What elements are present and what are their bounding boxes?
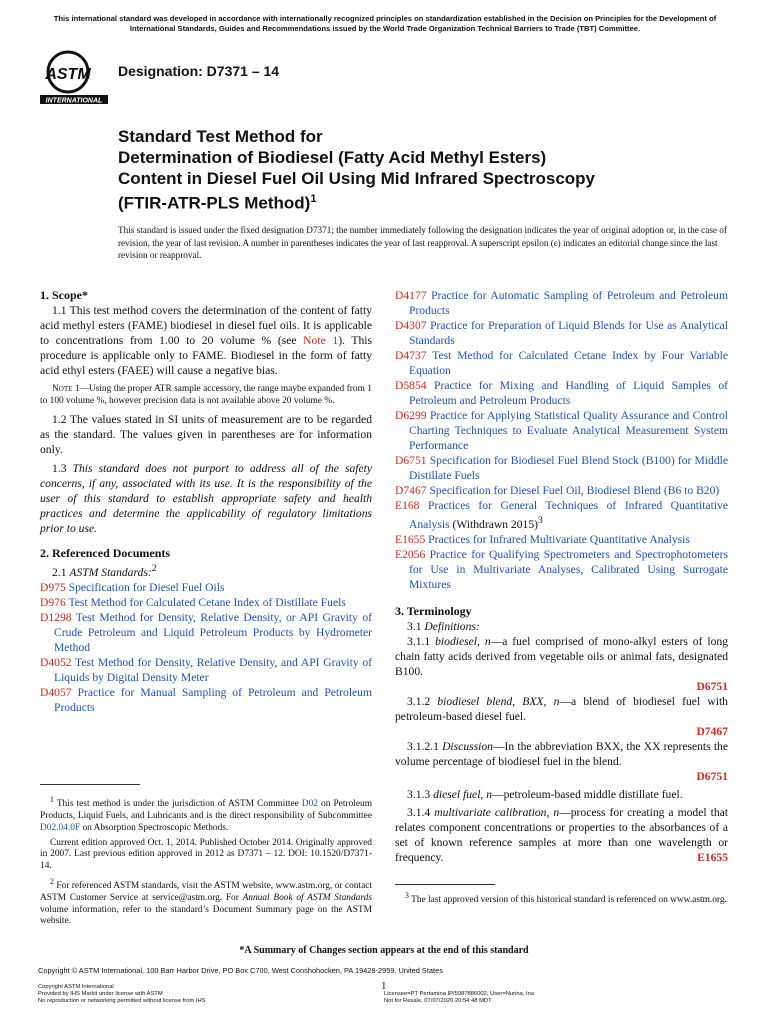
astm-standards-label: 2.1 ASTM Standards:$^2$ [52,563,157,579]
astm-logo-icon [38,48,112,108]
tbt-banner: This international standard was developed in accordance with internationally recognized principles on standardization established in the Decision on Principles for the Development of International Standards, Guides and Recommendations issued by the World Trade Organization Technical Barriers to Trade (TBT) Committee. [53,14,717,33]
reference-title-link[interactable]: Test Method for Calculated Cetane Index of Distillate Fuels [65,595,346,609]
title-footnote-ref[interactable]: 1 [310,193,317,205]
reference-title-link[interactable]: Practices for General Techniques of Infrared Quantitative Analysis [409,499,728,531]
reference-code-link[interactable]: D5854 [395,379,427,392]
term-multivariate-calibration: 3.1.4 multivariate calibration, n—process for creating a model that relates component concentrations or properties to the absorbances of a set of known reference samples at more than one wavelength or frequency. E1655 [395,805,728,864]
reference-item [395,532,728,547]
reference-item [395,408,728,453]
license-left: Copyright ASTM International Provided by IHS Markit under license with ASTM No reproduction or networking permitted without license from IHS [38,984,206,1004]
reference-code-link[interactable]: E2056 [395,547,426,561]
title-line-4: (FTIR-ATR-PLS Method)$^1$ [118,193,317,213]
reference-code-link[interactable]: D4307 [395,319,427,332]
term-biodiesel-blend: 3.1.2 biodiesel blend, BXX, n—a blend of biodiesel fuel with petroleum-based diesel fuel. D7467 [395,694,728,738]
title-line-3: Content in Diesel Fuel Oil Using Mid Infrared Spectroscopy [118,169,596,188]
term-discussion: 3.1.2.1 Discussion—In the abbreviation BXX, the XX represents the volume percentage of biodiesel fuel in the blend. D6751 [395,739,728,783]
reference-item [40,610,372,655]
reference-code-link[interactable]: E1655 [395,532,426,546]
reference-item [395,547,728,592]
title-line-2: Determination of Biodiesel (Fatty Acid Methyl Esters) [118,148,547,167]
logo-mark: ASTM [45,66,91,83]
footnote-rule-right [395,884,495,885]
scope-1-3: 1.3 This standard does not purport to address all of the safety concerns, if any, associated with its use. It is the responsibility of the user of this standard to establish appropriate safety and health practices and determine the applicability of regulatory limitations prior to use. [40,462,373,535]
reference-code-link[interactable]: D976 [40,595,66,609]
reference-code-link[interactable]: D6751 [395,454,427,467]
document-title [118,126,718,214]
reference-title-link[interactable]: Practice for Qualifying Spectrometers and Spectrophotometers for Use in Multivariate Analyses, Calibrated Using Surrogate Mixtures [409,547,728,591]
footnotes-left [40,794,372,931]
footnote-1: $^1$ This test method is under the jurisdiction of ASTM Committee D02 on Petroleum Products, Liquid Fuels, and Lubricants and is the direct responsibility of Subcommittee D02.04.0F on Absorption Spectroscopic Methods. [40,795,373,833]
reference-list-left [40,580,372,715]
reference-list-right [395,288,728,592]
reference-title-link[interactable]: Test Method for Calculated Cetane Index by Four Variable Equation [409,349,728,377]
reference-item [395,288,728,318]
reference-item [395,378,728,408]
term-biodiesel-blend-ref[interactable]: D7467 [696,724,728,738]
reference-item [40,685,372,715]
reference-item [40,580,372,595]
designation: Designation: D7371 – 14 [118,63,280,79]
reference-item [395,498,728,532]
footnote-2: $^2$ For referenced ASTM standards, visit the ASTM website, www.astm.org, or contact ASTM Customer Service at service@astm.org. For Annual Book of ASTM Standards volume information, refer to the standard’s Document Summary page on the ASTM website. [40,876,372,927]
term-biodiesel-ref[interactable]: D6751 [696,679,728,693]
reference-title-link[interactable]: Practices for Infrared Multivariate Quantitative Analysis [425,532,690,546]
refdocs-heading: 2. Referenced Documents [40,546,171,560]
reference-code-link[interactable]: D4052 [40,655,72,669]
reference-code-link[interactable]: D6299 [395,409,427,422]
page-number: 1 [381,980,387,992]
reference-item [395,348,728,378]
reference-title-link[interactable]: Practice for Manual Sampling of Petroleum and Petroleum Products [54,685,372,714]
scope-1-1: 1.1 This test method covers the determination of the content of fatty acid methyl esters (FAME) biodiesel in diesel fuel oils. It is applicable to concentrations from 1.00 to 20 volume % (see Note 1). This procedure is applicable only to FAME. Biodiesel in the form of fatty acid ethyl esters (FAEE) will cause a negative bias. [40,304,373,377]
reference-item [40,655,372,685]
reference-item [395,318,728,348]
title-line-1: Standard Test Method for [118,127,323,146]
reference-code-link[interactable]: D7467 [395,484,427,497]
reference-code-link[interactable]: D4057 [40,685,72,699]
reference-title-link[interactable]: Specification for Diesel Fuel Oil, Biodiesel Blend (B6 to B20) [426,484,720,497]
term-biodiesel: 3.1.1 biodiesel, n—a fuel comprised of mono-alkyl esters of long chain fatty acids derived from vegetable oils or animal fats, designated B100. D6751 [395,634,729,693]
copyright: Copyright © ASTM International, 100 Barr Harbor Drive, PO Box C700, West Conshohocken, PA 19428-2959. United States [38,966,443,975]
license-right: Licensee=PT Pertamina IP/5987886002, User=Nurina, Ina Not for Resale, 07/07/2020 20:54:48 MDT [384,991,535,1004]
issuance-statement: This standard is issued under the fixed designation D7371; the number immediately following the designation indicates the year of original adoption or, in the case of revision, the year of last revision. A number in parentheses indicates the year of last reapproval. A superscript epsilon (ε) indicates an editorial change since the last revision or reapproval. [118,225,727,260]
footnote-3: $^3$ The last approved version of this historical standard is referenced on www.astm.org. [405,891,727,906]
term-multivariate-calibration-ref[interactable]: E1655 [697,850,728,864]
reference-code-link[interactable]: D1298 [40,610,72,624]
reference-withdrawn-note: (Withdrawn 2015) [449,517,538,531]
reference-code-link[interactable]: D975 [40,580,66,594]
terminology-heading: 3. Terminology [395,603,472,618]
reference-title-link[interactable]: Practice for Automatic Sampling of Petroleum and Petroleum Products [409,289,728,317]
note-1-link[interactable]: Note 1 [303,334,339,347]
withdrawn-footnote-ref[interactable]: 3 [537,515,543,526]
note-1: Note 1—Using the proper ATR sample accessory, the range maybe expanded from 1 to 100 volume %, however precision data is not available above 20 volume %. [40,384,372,406]
right-column [395,288,728,865]
reference-item [395,453,728,483]
committee-link[interactable]: D02 [301,799,318,810]
reference-title-link[interactable]: Specification for Biodiesel Fuel Blend Stock (B100) for Middle Distillate Fuels [409,454,728,482]
logo-sub: INTERNATIONAL [45,97,103,105]
term-diesel-fuel: 3.1.3 diesel fuel, n—petroleum-based middle distillate fuel. [407,787,683,801]
summary-of-changes: *A Summary of Changes section appears at the end of this standard [239,945,529,956]
reference-title-link[interactable]: Specification for Diesel Fuel Oils [65,580,225,594]
footnote-rule [40,784,140,785]
reference-code-link[interactable]: D4177 [395,289,427,302]
term-discussion-ref[interactable]: D6751 [696,769,728,783]
reference-code-link[interactable]: D4737 [395,349,427,362]
left-column [40,288,372,715]
reference-title-link[interactable]: Practice for Applying Statistical Quality Assurance and Control Charting Techniques to Evaluate Analytical Measurement System Performance [409,409,728,452]
scope-1-2: 1.2 The values stated in SI units of measurement are to be regarded as the standard. The values given in parentheses are for information only. [40,413,372,456]
subcommittee-link[interactable]: D02.04.0F [40,822,81,833]
reference-item [395,483,728,498]
reference-code-link[interactable]: E168 [395,499,420,512]
reference-title-link[interactable]: Test Method for Density, Relative Density, and API Gravity of Liquids by Digital Density Meter [54,655,372,684]
reference-title-link[interactable]: Practice for Mixing and Handling of Liquid Samples of Petroleum and Petroleum Products [409,379,728,407]
reference-item [40,595,372,610]
reference-title-link[interactable]: Practice for Preparation of Liquid Blends for Use as Analytical Standards [409,319,728,347]
definitions-label: 3.1 Definitions: [407,619,480,633]
footnote-1-edition: Current edition approved Oct. 1, 2014. Published October 2014. Originally approved in 2007. Last previous edition approved in 2012 as D7371 – 12. DOI: 10.1520/D7371-14. [40,837,372,872]
reference-title-link[interactable]: Test Method for Density, Relative Density, or API Gravity of Crude Petroleum and Liquid Petroleum Products by Hydrometer Method [54,610,372,654]
scope-heading: 1. Scope* [40,288,88,302]
